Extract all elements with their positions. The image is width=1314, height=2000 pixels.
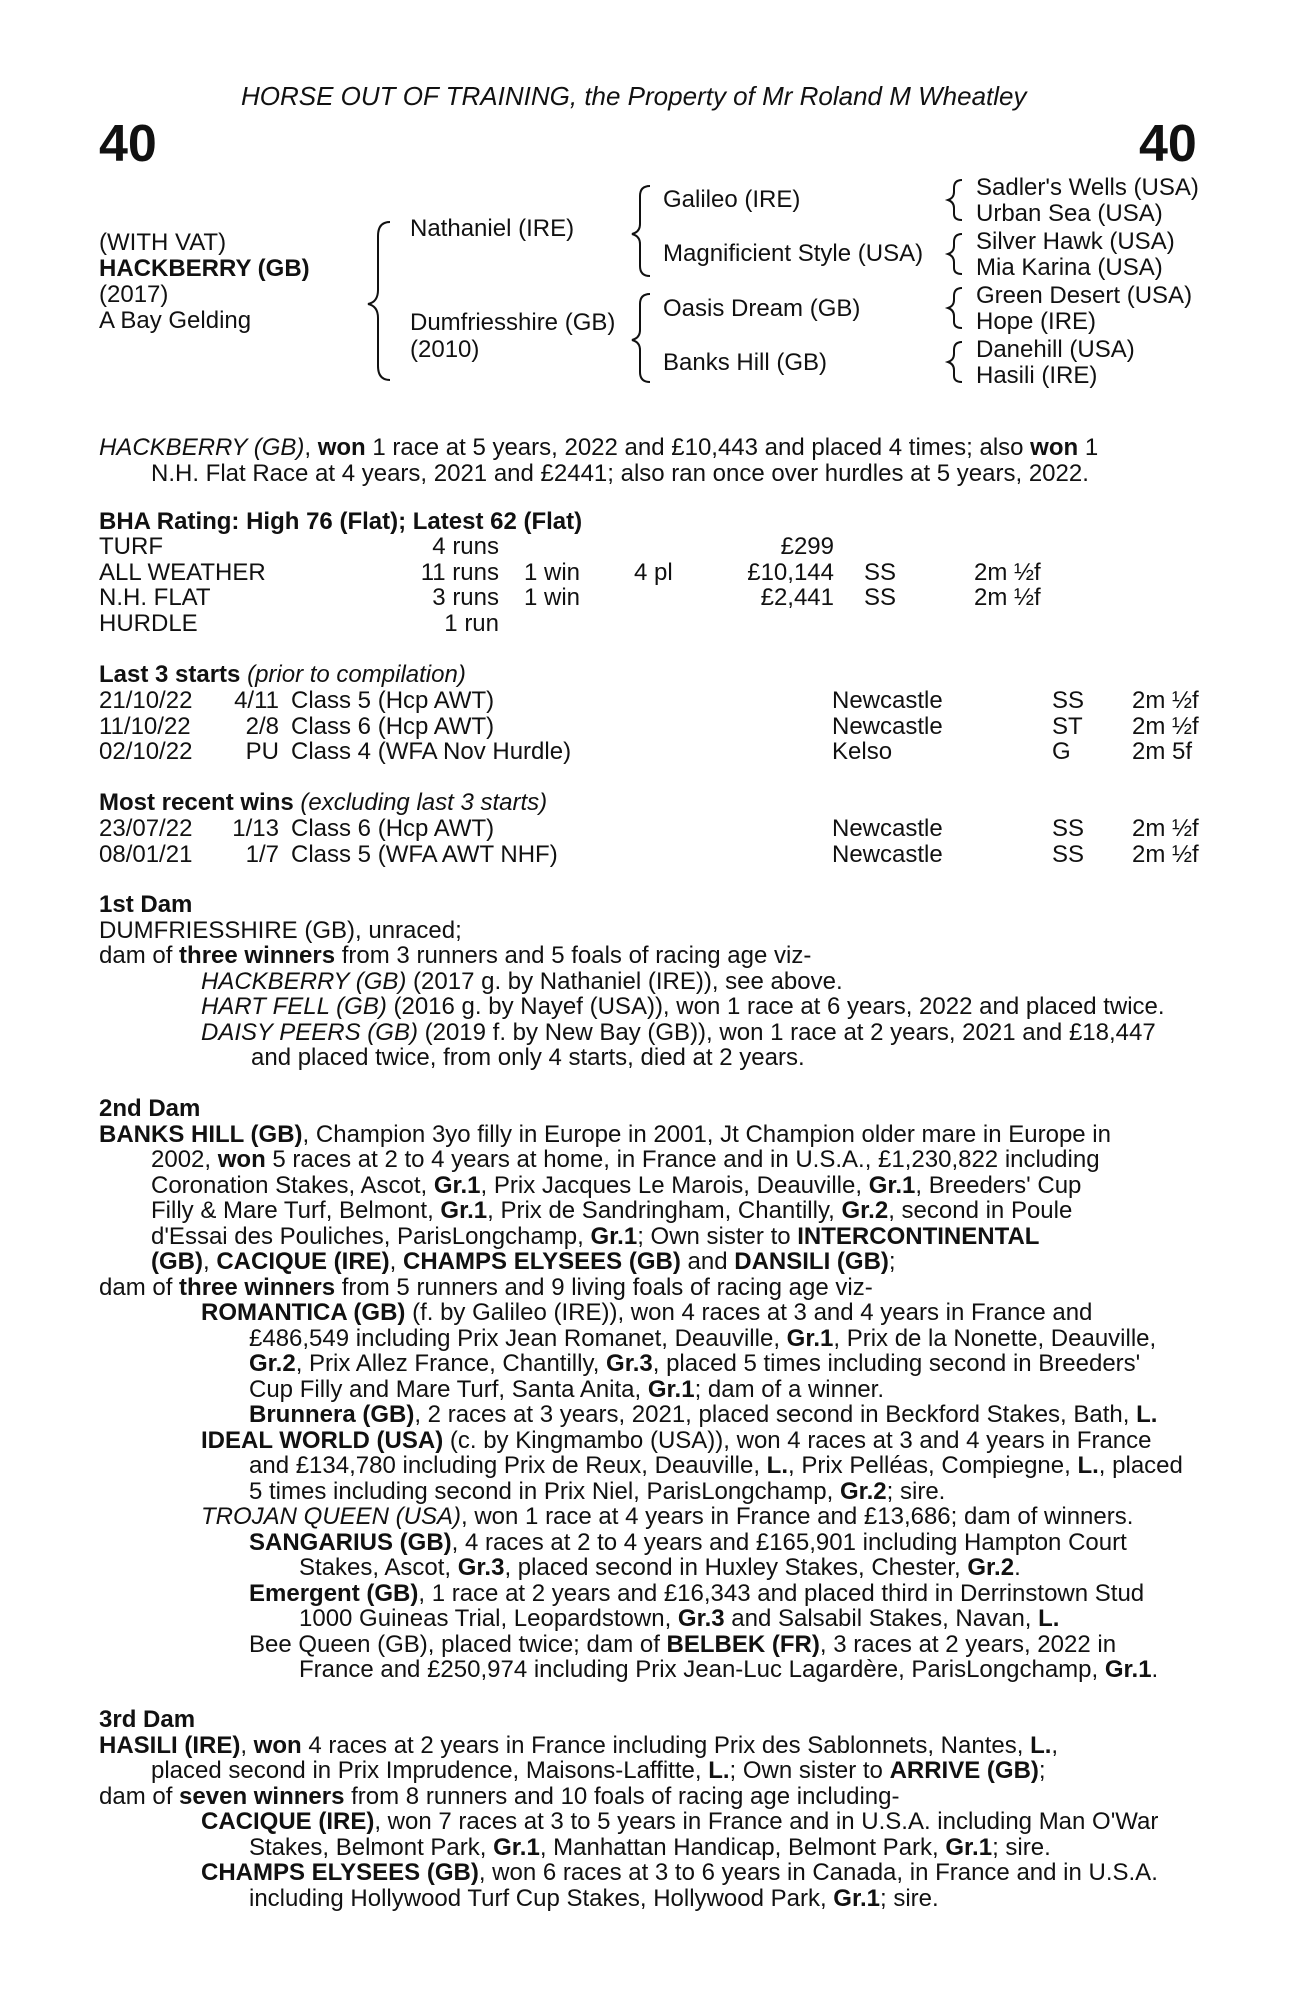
line (99, 1326, 1205, 1352)
ggs-2: Urban Sea (USA) (976, 200, 1163, 227)
rating-row (99, 585, 1124, 611)
last3-pos: 2/8 (245, 712, 279, 740)
ggs-4: Mia Karina (USA) (976, 254, 1163, 281)
summary-paragraph (99, 435, 1205, 486)
rating-going: SS (864, 558, 897, 586)
rating-prize: £299 (780, 533, 834, 560)
last3-course: Newcastle (832, 712, 943, 740)
winners-count: three winners (179, 942, 336, 969)
last3-date: 11/10/22 (99, 712, 191, 740)
line (99, 1606, 1205, 1632)
text: Gr.2 (249, 1350, 296, 1377)
recent-going: SS (1052, 840, 1085, 868)
brace-dam (632, 294, 650, 382)
rating-pl (634, 611, 744, 637)
text: , placed (1098, 1452, 1183, 1479)
text: , Manhattan Handicap, Belmont Park, (539, 1833, 946, 1861)
last3-pos: 4/11 (234, 687, 279, 714)
text: won (253, 1731, 302, 1759)
recent-going: SS (1052, 815, 1085, 842)
text: L. (1136, 1401, 1158, 1428)
text: Gr.1 (945, 1833, 993, 1861)
text: L. (1030, 1731, 1052, 1759)
text: Stakes, Ascot, (299, 1554, 458, 1581)
brace-sire-dam (368, 222, 390, 380)
text: , placed 5 times including second in Breeders' (652, 1350, 1141, 1377)
rating-row (99, 611, 1124, 637)
text: , won 7 races at 3 to 5 years in France and in U.S.A. including Man O'War (374, 1808, 1159, 1835)
line (99, 1758, 1205, 1784)
first-dam-section (99, 892, 1205, 1071)
text: dam of (99, 942, 180, 969)
text: , Prix de la Nonette, Deauville, (833, 1324, 1157, 1352)
second-dam-heading: 2nd Dam (99, 1095, 201, 1122)
text: CHAMPS ELYSEES (GB) (403, 1248, 681, 1275)
rating-runs: 1 run (444, 609, 499, 637)
summary-horse: HACKBERRY (GB) (99, 434, 305, 461)
first-dam-heading: 1st Dam (99, 891, 193, 918)
rating-dist (974, 611, 1124, 637)
text: from 3 runners and 5 foals of racing age viz- (335, 942, 812, 969)
line (99, 1147, 1205, 1173)
text: 2002, (151, 1146, 218, 1173)
text: Gr.1 (1104, 1656, 1152, 1683)
text: ; sire. (992, 1833, 1051, 1861)
text: Gr.1 (786, 1324, 834, 1352)
text: ; Own sister to (637, 1222, 798, 1250)
brace-ggs1 (948, 180, 962, 220)
last3-going: ST (1052, 712, 1083, 740)
recent-note: (excluding last 3 starts) (293, 789, 548, 816)
last3-course: Kelso (832, 738, 893, 765)
line (99, 1428, 1205, 1454)
dam-year: (2010) (410, 336, 480, 363)
text: , placed second in Huxley Stakes, Chester, (504, 1554, 968, 1581)
line (99, 1835, 1205, 1861)
rating-going (834, 534, 974, 560)
rating-prize: £2,441 (760, 584, 834, 611)
text: 5 times including second in Prix Niel, ParisLongchamp, (249, 1477, 840, 1505)
line (99, 1860, 1205, 1886)
recent-row (99, 816, 1232, 842)
text: dam of (99, 1782, 180, 1810)
text: , 3 races at 2 years, 2022 in (819, 1630, 1117, 1658)
text: Gr.3 (606, 1350, 653, 1377)
line (99, 1479, 1205, 1505)
rating-prize: £10,144 (747, 558, 834, 586)
recent-dist: 2m ½f (1132, 815, 1199, 842)
line (99, 1224, 1205, 1250)
rating-type: HURDLE (99, 609, 198, 637)
vat-note: (WITH VAT) (99, 229, 227, 256)
text: CACIQUE (IRE) (201, 1808, 375, 1835)
produce-daisy-peers-cont: and placed twice, from only 4 starts, died at 2 years. (251, 1044, 805, 1071)
rating-type: ALL WEATHER (99, 558, 266, 586)
text: , Champion 3yo filly in Europe in 2001, Jt Champion older mare in Europe in (302, 1120, 1111, 1148)
rating-row (99, 560, 1124, 586)
ggs-1: Sadler's Wells (USA) (976, 174, 1199, 201)
text: . (1014, 1554, 1021, 1581)
text: (f. by Galileo (IRE)), won 4 races at 3 and 4 years in France and (405, 1299, 1093, 1326)
text: HACKBERRY (GB) (201, 967, 407, 995)
rating-dist: 2m ½f (974, 584, 1041, 611)
last3-race: Class 4 (WFA Nov Hurdle) (291, 738, 572, 765)
text: 4 races at 2 years in France including Prix des Sablonnets, Nantes, (301, 1731, 1031, 1759)
line (99, 1657, 1205, 1683)
line (99, 1784, 1205, 1810)
text: L. (1038, 1605, 1060, 1632)
text: Gr.2 (841, 1197, 889, 1224)
rating-heading: BHA Rating: High 76 (Flat); Latest 62 (Flat) (99, 508, 583, 535)
text: , Breeders' Cup (915, 1171, 1082, 1199)
line (99, 1173, 1205, 1199)
line (99, 1453, 1205, 1479)
line (99, 1632, 1205, 1658)
recent-pos: 1/13 (232, 815, 279, 842)
recent-pos: 1/7 (245, 840, 279, 868)
line (99, 1555, 1205, 1581)
text: ; (1038, 1757, 1046, 1784)
rating-table (99, 534, 1124, 636)
third-dam-heading: 3rd Dam (99, 1706, 196, 1733)
recent-dist: 2m ½f (1132, 840, 1199, 868)
text: IDEAL WORLD (USA) (201, 1426, 444, 1454)
line (99, 1377, 1205, 1403)
recent-table (99, 816, 1232, 867)
line (99, 1198, 1205, 1224)
brace-sire (632, 186, 650, 276)
text: Coronation Stakes, Ascot, (151, 1171, 434, 1199)
line (99, 1886, 1205, 1912)
brace-ggd2 (948, 342, 962, 382)
text: Gr.3 (677, 1605, 725, 1632)
last3-going: G (1052, 738, 1071, 765)
second-dam-section (99, 1096, 1205, 1683)
text: , Prix Allez France, Chantilly, (295, 1350, 607, 1377)
first-dam-line: DUMFRIESSHIRE (GB), unraced; (99, 916, 462, 944)
text: DAISY PEERS (GB) (201, 1018, 418, 1046)
produce-hart-fell (99, 994, 1205, 1020)
last3-pos: PU (245, 738, 279, 765)
grandsire-2: Magnificient Style (USA) (663, 240, 924, 267)
text: from 5 runners and 9 living foals of racing age viz- (335, 1273, 873, 1301)
text: and £134,780 including Prix de Reux, Deauville, (249, 1452, 767, 1479)
last3-date: 21/10/22 (99, 687, 193, 714)
text: (2017 g. by Nathaniel (IRE)), see above. (406, 967, 843, 995)
rating-pl (634, 585, 744, 611)
lot-number-right: 40 (1139, 115, 1197, 173)
line (99, 1275, 1205, 1301)
text: , (240, 1731, 254, 1759)
last3-note: (prior to compilation) (240, 661, 466, 688)
text: dam of (99, 1273, 180, 1301)
horse-description: A Bay Gelding (99, 307, 252, 334)
brace-ggd1 (948, 288, 962, 328)
text: France and £250,974 including Prix Jean-Luc Lagardère, ParisLongchamp, (299, 1656, 1105, 1683)
text: TROJAN QUEEN (USA) (201, 1503, 462, 1530)
last3-race: Class 6 (Hcp AWT) (291, 712, 495, 740)
last3-dist: 2m 5f (1132, 738, 1193, 765)
text: 1 race at 5 years, 2022 and £10,443 and placed 4 times; also (365, 434, 1031, 461)
text: Gr.3 (457, 1554, 505, 1581)
text: HART FELL (GB) (201, 993, 387, 1020)
rating-runs: 4 runs (432, 533, 499, 560)
last3-row (99, 714, 1232, 740)
third-dam-section (99, 1707, 1205, 1911)
rating-type: TURF (99, 533, 163, 560)
ggd-2: Hope (IRE) (976, 308, 1097, 335)
text: HASILI (IRE) (99, 1731, 241, 1759)
granddam-2: Banks Hill (GB) (663, 349, 828, 376)
text: , 1 race at 2 years and £16,343 and placed third in Derrinstown Stud (418, 1579, 1145, 1607)
text: L. (708, 1757, 730, 1784)
rating-wins (499, 611, 634, 637)
text: Filly & Mare Turf, Belmont, (151, 1197, 441, 1224)
produce-daisy-peers (99, 1020, 1205, 1046)
last3-dist: 2m ½f (1132, 687, 1199, 714)
line (99, 1733, 1205, 1759)
horse-year: (2017) (99, 281, 169, 308)
text: and (680, 1248, 735, 1275)
text: seven winners (179, 1782, 345, 1810)
dam-name: Dumfriesshire (GB) (410, 309, 616, 336)
grandsire-1: Galileo (IRE) (663, 186, 801, 213)
text: from 8 runners and 10 foals of racing age including- (344, 1782, 900, 1810)
text: ROMANTICA (GB) (201, 1299, 406, 1326)
text: three winners (179, 1273, 336, 1301)
text: 5 races at 2 to 4 years at home, in France and in U.S.A., £1,230,822 including (265, 1146, 1100, 1173)
text: (GB) (151, 1248, 203, 1275)
text: Gr.1 (647, 1375, 695, 1403)
text: ; dam of a winner. (694, 1375, 884, 1403)
lot-number-left: 40 (99, 115, 157, 173)
text: £486,549 including Prix Jean Romanet, Deauville, (249, 1324, 787, 1352)
text: Gr.2 (839, 1477, 887, 1505)
text: INTERCONTINENTAL (797, 1222, 1040, 1250)
last3-course: Newcastle (832, 687, 943, 714)
rating-wins: 1 win (524, 584, 581, 611)
rating-dist (974, 534, 1124, 560)
granddam-1: Oasis Dream (GB) (663, 295, 861, 322)
text: Gr.1 (493, 1833, 540, 1861)
ggs-3: Silver Hawk (USA) (976, 228, 1175, 255)
rating-runs: 11 runs (420, 558, 499, 586)
last3-row (99, 688, 1232, 714)
last3-dist: 2m ½f (1132, 712, 1199, 740)
text: ; sire. (879, 1884, 939, 1912)
text: , (202, 1248, 217, 1275)
recent-heading: Most recent wins (99, 789, 294, 816)
line (99, 1402, 1205, 1428)
text: , 4 races at 2 to 4 years and £165,901 including Hampton Court (451, 1528, 1127, 1556)
last3-row (99, 739, 1232, 765)
text: , Prix Jacques Le Marois, Deauville, (480, 1171, 869, 1199)
line (99, 1122, 1205, 1148)
text: , Prix de Sandringham, Chantilly, (487, 1197, 842, 1224)
first-dam-produce-line (99, 943, 1205, 969)
summary-line-1 (99, 435, 1205, 461)
line (99, 1581, 1205, 1607)
last3-date: 02/10/22 (99, 738, 193, 765)
last3-race: Class 5 (Hcp AWT) (291, 687, 495, 714)
recent-date: 08/01/21 (99, 840, 193, 868)
rating-pl (634, 534, 744, 560)
won-label: won (317, 434, 366, 461)
text: L. (766, 1452, 788, 1479)
last3-heading: Last 3 starts (99, 661, 241, 688)
last3-table (99, 688, 1232, 765)
rating-row (99, 534, 1124, 560)
rating-wins: 1 win (524, 558, 581, 586)
text: , (389, 1248, 404, 1275)
line (99, 1249, 1205, 1275)
rating-dist: 2m ½f (974, 558, 1041, 586)
ggd-3: Danehill (USA) (976, 336, 1135, 363)
rating-type: N.H. FLAT (99, 584, 211, 611)
text: BELBEK (FR) (666, 1630, 820, 1658)
recent-race: Class 6 (Hcp AWT) (291, 815, 495, 842)
recent-course: Newcastle (832, 815, 943, 842)
text: Gr.2 (967, 1554, 1015, 1581)
ggd-1: Green Desert (USA) (976, 282, 1193, 309)
text: CHAMPS ELYSEES (GB) (201, 1859, 479, 1886)
text: Gr.1 (433, 1171, 481, 1199)
text: , 2 races at 3 years, 2021, placed second in Beckford Stakes, Bath, (414, 1401, 1137, 1428)
text: . (1151, 1656, 1159, 1683)
text: L. (1077, 1452, 1099, 1479)
text: , (304, 434, 318, 461)
text: Emergent (GB) (249, 1579, 419, 1607)
text: Stakes, Belmont Park, (249, 1833, 494, 1861)
recent-row (99, 842, 1232, 868)
text: , won 1 race at 4 years in France and £13,686; dam of winners. (461, 1503, 1134, 1530)
text: , won 6 races at 3 to 6 years in Canada, in France and in U.S.A. (478, 1859, 1158, 1886)
text: ARRIVE (GB) (889, 1757, 1039, 1784)
text: 1000 Guineas Trial, Leopardstown, (299, 1605, 678, 1632)
text: 1 (1078, 434, 1099, 461)
text: Gr.1 (590, 1222, 638, 1250)
text: and Salsabil Stakes, Navan, (724, 1605, 1039, 1632)
ggd-4: Hasili (IRE) (976, 362, 1098, 389)
rating-going (834, 611, 974, 637)
sire-name: Nathaniel (IRE) (410, 215, 575, 242)
text: SANGARIUS (GB) (249, 1528, 452, 1556)
last3-heading-line (99, 662, 466, 688)
rating-pl: 4 pl (634, 558, 673, 586)
text: placed second in Prix Imprudence, Maisons-Laffitte, (151, 1757, 709, 1784)
text: ; sire. (886, 1477, 946, 1505)
brace-ggs2 (948, 234, 962, 274)
line (99, 1300, 1205, 1326)
text: Brunnera (GB) (249, 1401, 415, 1428)
text: Gr.1 (868, 1171, 916, 1199)
text: won (217, 1146, 266, 1173)
text: (2019 f. by New Bay (GB)), won 1 race at 2 years, 2021 and £18,447 (417, 1018, 1156, 1046)
rating-going: SS (864, 584, 897, 611)
text: Gr.1 (440, 1197, 488, 1224)
last3-going: SS (1052, 687, 1085, 714)
text: , second in Poule (888, 1197, 1073, 1224)
text: (c. by Kingmambo (USA)), won 4 races at 3 and 4 years in France (443, 1426, 1152, 1454)
text: Cup Filly and Mare Turf, Santa Anita, (249, 1375, 648, 1403)
line (99, 1504, 1205, 1530)
text: , Prix Pelléas, Compiegne, (788, 1452, 1078, 1479)
line (99, 1351, 1205, 1377)
text: , (1051, 1731, 1059, 1759)
text: including Hollywood Turf Cup Stakes, Hollywood Park, (249, 1884, 834, 1912)
text: Gr.1 (833, 1884, 880, 1912)
text: d'Essai des Pouliches, ParisLongchamp, (151, 1222, 591, 1250)
recent-date: 23/07/22 (99, 815, 193, 842)
won-label: won (1030, 434, 1079, 461)
summary-line-2: N.H. Flat Race at 4 years, 2021 and £2441; also ran once over hurdles at 5 years, 2022. (151, 459, 1089, 487)
rating-runs: 3 runs (432, 584, 499, 611)
line (99, 1809, 1205, 1835)
text: Bee Queen (GB), placed twice; dam of (249, 1630, 667, 1658)
text: ; Own sister to (729, 1757, 890, 1784)
text: ; (888, 1248, 896, 1275)
text: BANKS HILL (GB) (99, 1120, 303, 1148)
produce-hackberry (99, 969, 1205, 995)
horse-name: HACKBERRY (GB) (99, 255, 310, 282)
recent-heading-line (99, 790, 547, 816)
recent-race: Class 5 (WFA AWT NHF) (291, 840, 558, 868)
line (99, 1530, 1205, 1556)
text: DANSILI (GB) (734, 1248, 889, 1275)
rating-wins (499, 534, 634, 560)
rating-prize (744, 611, 834, 637)
text: CACIQUE (IRE) (216, 1248, 390, 1275)
recent-course: Newcastle (832, 840, 943, 868)
page-title: HORSE OUT OF TRAINING, the Property of Mr Roland M Wheatley (241, 81, 1027, 111)
text: (2016 g. by Nayef (USA)), won 1 race at 6 years, 2022 and placed twice. (386, 993, 1165, 1020)
